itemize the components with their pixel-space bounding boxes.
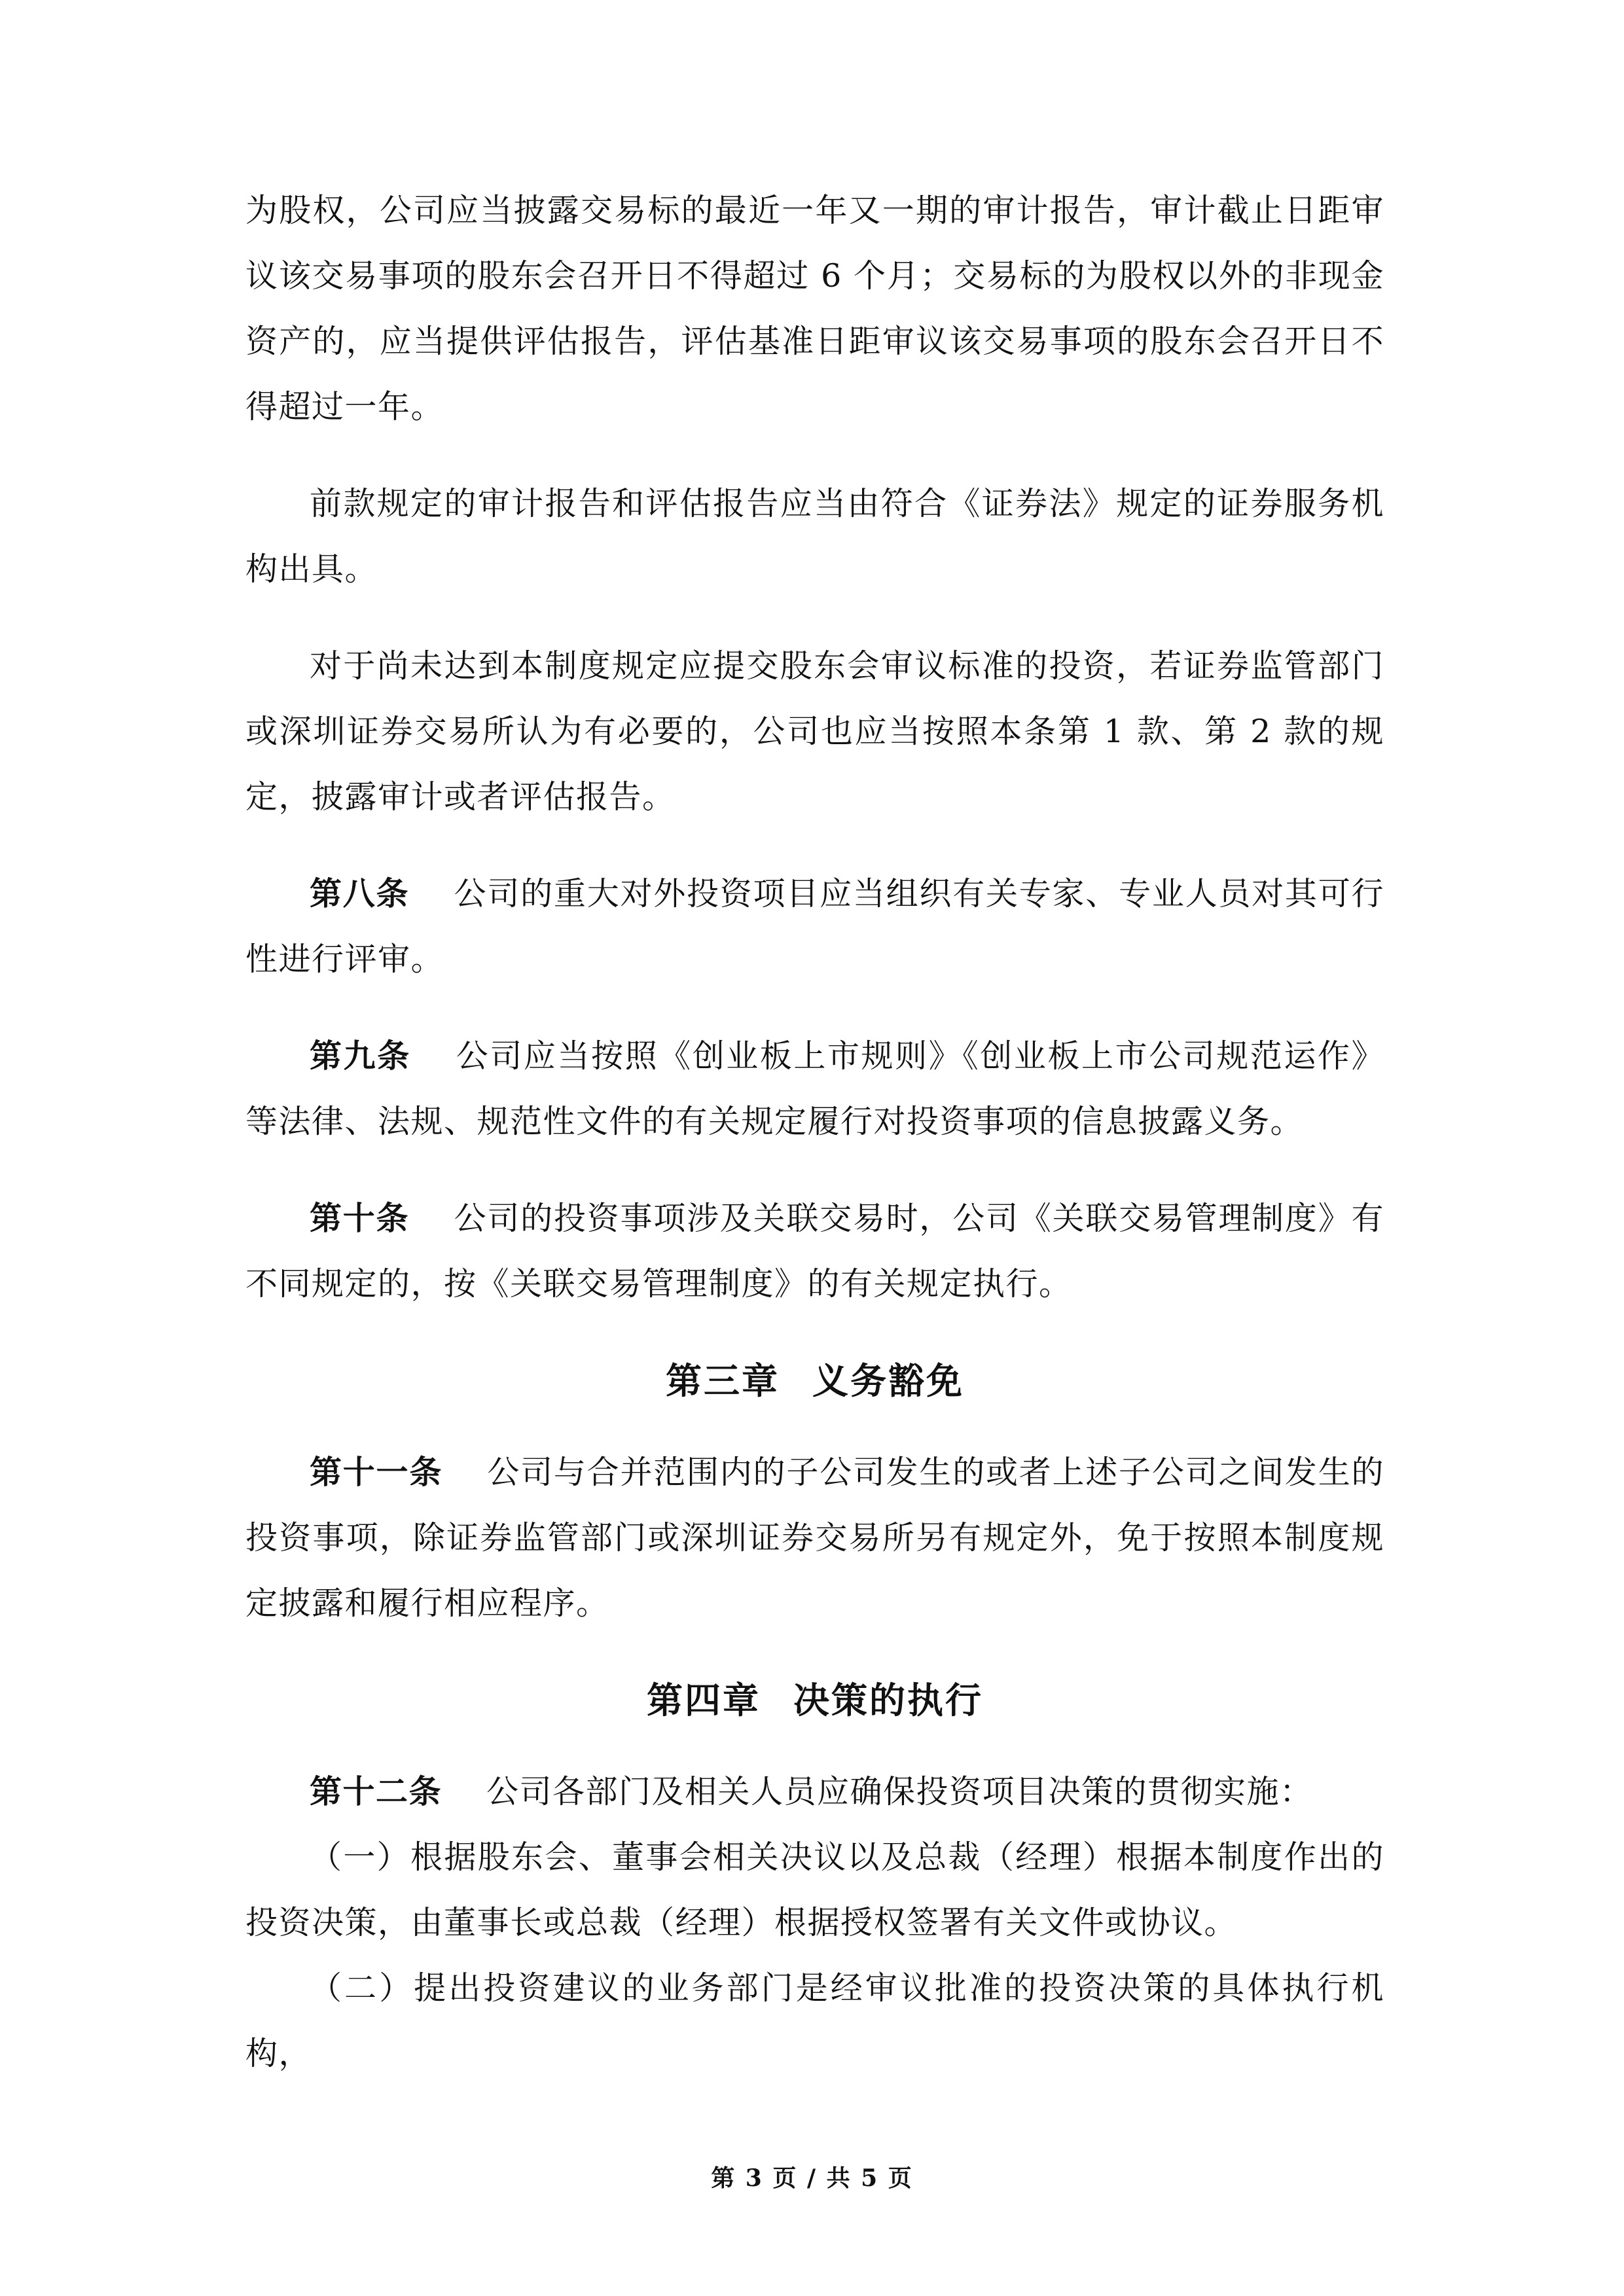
article-11-label: 第十一条 — [310, 1454, 443, 1491]
chapter-3-number: 第三章 — [665, 1360, 780, 1402]
article-8-label: 第八条 — [310, 875, 410, 912]
article-11 — [245, 1440, 1384, 1636]
chapter-4-title: 决策的执行 — [793, 1679, 984, 1721]
article-9-text: 公司应当按照《创业板上市规则》《创业板上市公司规范运作》等法律、法规、规范性文件的有关规定履行对投资事项的信息披露义务。 — [245, 1037, 1384, 1140]
article-12 — [245, 1759, 1384, 1825]
article-10-label: 第十条 — [310, 1200, 410, 1237]
paragraph-audit-report: 前款规定的审计报告和评估报告应当由符合《证券法》规定的证券服务机构出具。 — [245, 485, 1384, 588]
article-10-text: 公司的投资事项涉及关联交易时，公司《关联交易管理制度》有不同规定的，按《关联交易管理制度》的有关规定执行。 — [245, 1200, 1384, 1302]
article-10 — [245, 1186, 1384, 1317]
chapter-4-heading — [245, 1668, 1384, 1733]
article-8 — [245, 861, 1384, 992]
page-number-footer: 第 3 页 / 共 5 页 — [711, 2164, 913, 2192]
article-12-text: 公司各部门及相关人员应确保投资项目决策的贯彻实施： — [486, 1773, 1313, 1810]
list-item-2: （二）提出投资建议的业务部门是经审议批准的投资决策的具体执行机构， — [245, 1969, 1384, 2072]
chapter-3-heading — [245, 1348, 1384, 1414]
article-11-text: 公司与合并范围内的子公司发生的或者上述子公司之间发生的投资事项，除证券监管部门或深圳证券交易所另有规定外，免于按照本制度规定披露和履行相应程序。 — [245, 1454, 1384, 1622]
article-12-label: 第十二条 — [310, 1773, 442, 1810]
article-8-text: 公司的重大对外投资项目应当组织有关专家、专业人员对其可行性进行评审。 — [245, 875, 1384, 978]
list-item-1: （一）根据股东会、董事会相关决议以及总裁（经理）根据本制度作出的投资决策，由董事长或总裁（经理）根据授权签署有关文件或协议。 — [245, 1839, 1384, 1941]
article-9-label: 第九条 — [310, 1037, 411, 1075]
chapter-3-title: 义务豁免 — [812, 1360, 965, 1402]
chapter-4-number: 第四章 — [646, 1679, 761, 1721]
paragraph-below-threshold: 对于尚未达到本制度规定应提交股东会审议标准的投资，若证券监管部门或深圳证券交易所认为有必要的，公司也应当按照本条第 1 款、第 2 款的规定，披露审计或者评估报告。 — [245, 647, 1384, 816]
article-9 — [245, 1024, 1384, 1155]
page-content — [245, 178, 1384, 2087]
paragraph-continuation: 为股权，公司应当披露交易标的最近一年又一期的审计报告，审计截止日距审议该交易事项的股东会召开日不得超过 6 个月；交易标的为股权以外的非现金资产的，应当提供评估报告，评估基准日距审议该交易事项的股东会召开日不得超过一年。 — [245, 192, 1384, 425]
